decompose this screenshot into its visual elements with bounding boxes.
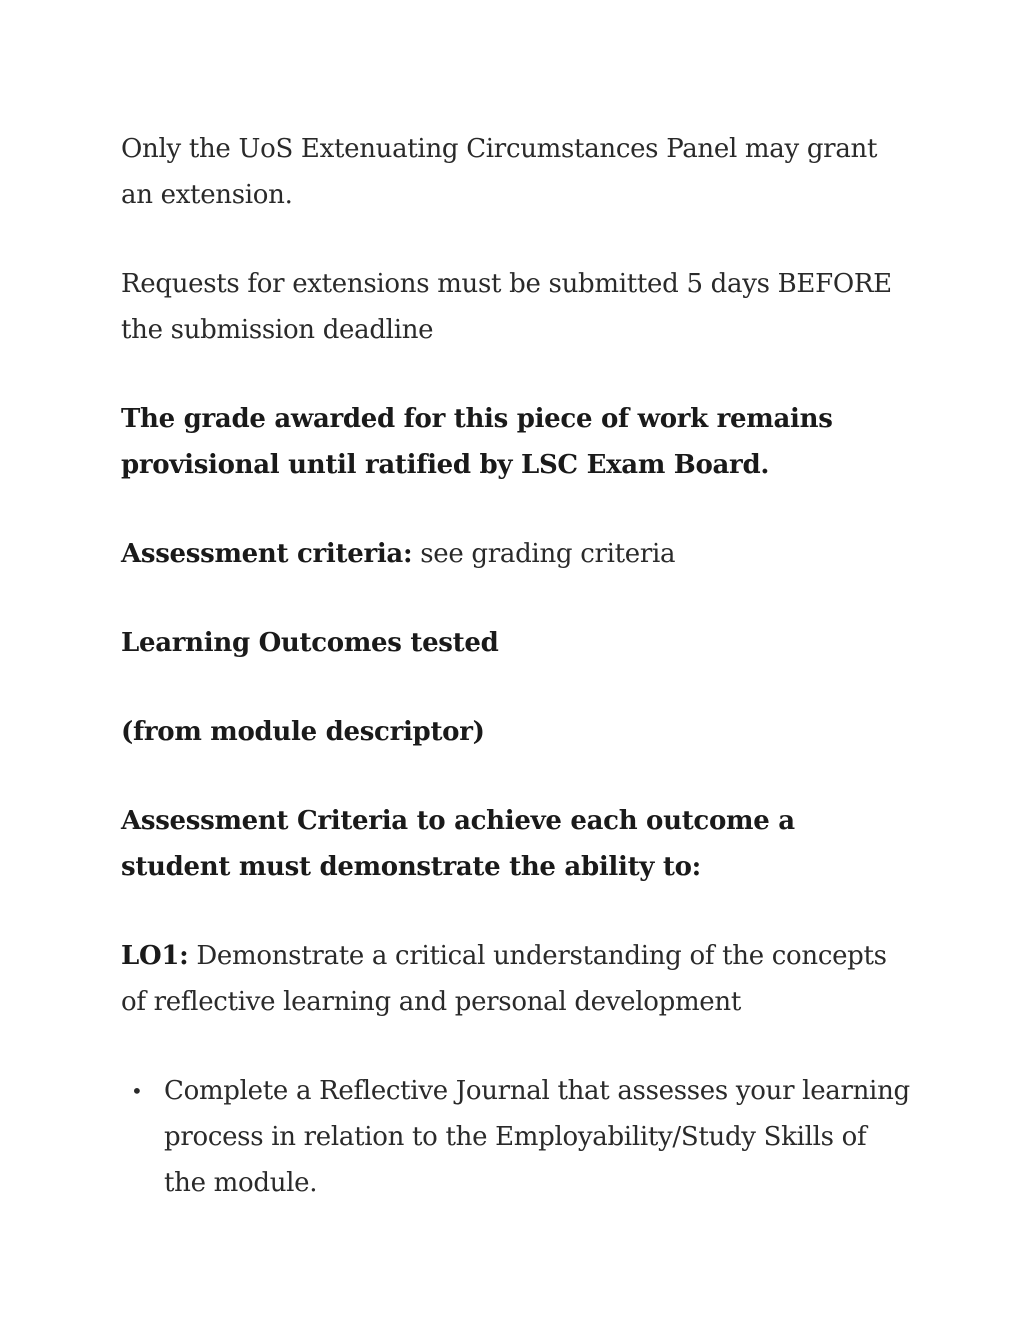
assessment-criteria-label: Assessment criteria:	[121, 539, 413, 569]
extension-panel-note: Only the UoS Extenuating Circumstances Panel may grant an extension.	[121, 134, 878, 210]
lo1-label: LO1:	[121, 941, 189, 971]
list-item	[121, 1068, 911, 1206]
assessment-criteria-heading: Assessment Criteria to achieve each outcome a student must demonstrate the ability to:	[121, 806, 795, 882]
provisional-grade-note: The grade awarded for this piece of work remains provisional until ratified by LSC Exam Board.	[121, 404, 833, 480]
assessment-criteria-line	[121, 531, 911, 577]
task-list	[121, 1068, 911, 1206]
learning-outcomes-heading: Learning Outcomes tested	[121, 628, 499, 658]
module-descriptor-heading: (from module descriptor)	[121, 717, 485, 747]
document-page	[121, 126, 911, 1206]
list-item-text: Complete a Reflective Journal that assesses your learning process in relation to the Employability/Study Skills of the module.	[164, 1076, 910, 1198]
assessment-criteria-text: see grading criteria	[412, 539, 676, 569]
lo1-text: Demonstrate a critical understanding of the concepts of reflective learning and personal development	[121, 941, 887, 1017]
extension-deadline-note: Requests for extensions must be submitted 5 days BEFORE the submission deadline	[121, 269, 892, 345]
bullet-icon: •	[131, 1079, 143, 1103]
lo1-line	[121, 933, 911, 1025]
